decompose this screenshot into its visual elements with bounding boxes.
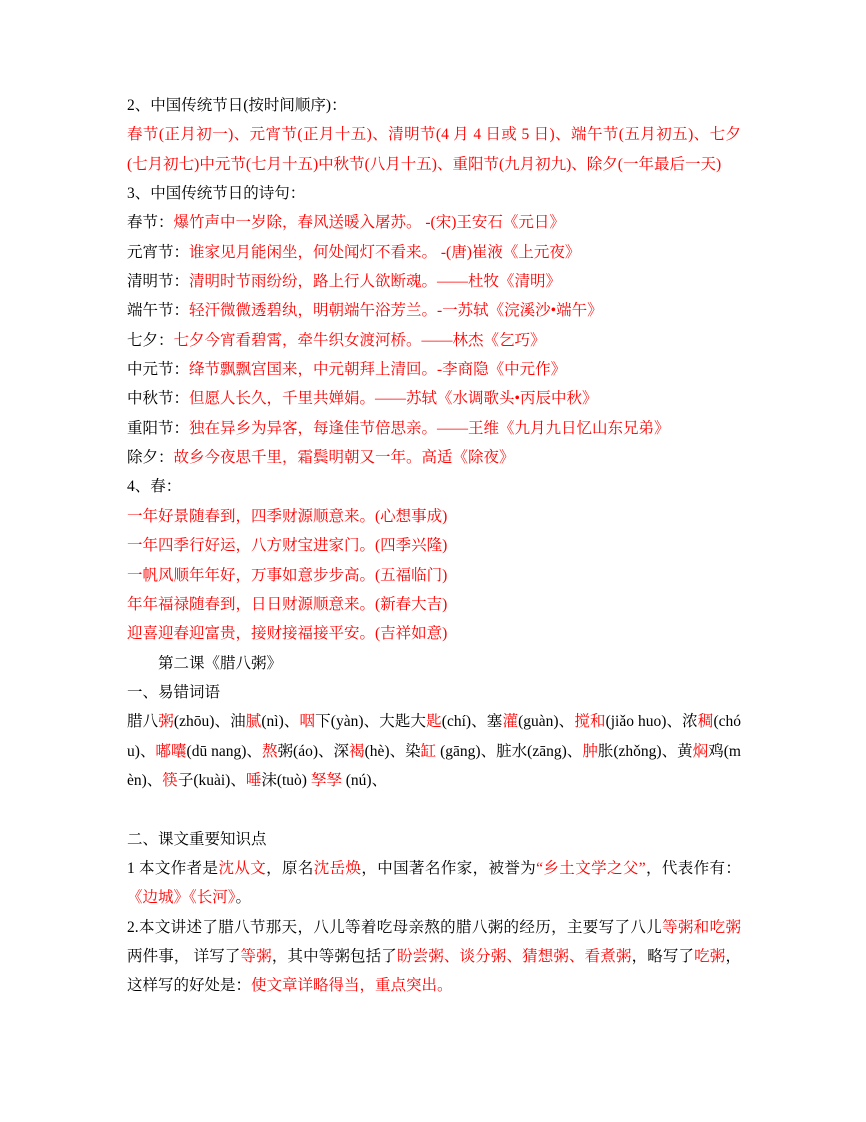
text-segment: 除夕： bbox=[127, 449, 174, 467]
text-segment: 腻 bbox=[245, 713, 262, 731]
text-segment: 第二课《腊八粥》 bbox=[158, 654, 283, 672]
text-segment: 一年四季行好运，八方财宝进家门。(四季兴隆) bbox=[127, 537, 448, 555]
poem-qingming bbox=[127, 267, 741, 296]
text-segment: (nì)、 bbox=[261, 713, 300, 731]
text-segment: 吃粥 bbox=[694, 947, 726, 965]
text-segment: 中秋节： bbox=[127, 390, 190, 408]
text-segment: 春节(正月初一)、元宵节(正月十五)、清明节(4 月 4 日或 5 日)、端午节(五月初五)、七夕(七月初七)中元节(七月十五)中秋节(八月十五)、重阳节(九月初九)、除夕(一年最后一天) bbox=[127, 126, 741, 173]
text-segment: 。 bbox=[235, 889, 252, 907]
text-segment: 但愿人长久，千里共婵娟。——苏轼《水调歌头•丙辰中秋》 bbox=[189, 390, 598, 408]
text-segment: (hè)、染 bbox=[364, 742, 421, 760]
text-segment: 绛节飘飘宫国来，中元朝拜上清回。-李商隐《中元作》 bbox=[189, 361, 567, 379]
text-segment: 独在异乡为异客，每逢佳节倍思亲。——王维《九月九日忆山东兄弟》 bbox=[189, 419, 670, 437]
text-segment: 轻汗微微透碧纨，明朝端午浴芳兰。-一苏轼《浣溪沙•端午》 bbox=[189, 302, 603, 320]
text-segment: 一帆风顺年年好，万事如意步步高。(五福临门) bbox=[127, 566, 448, 584]
poem-duanwu bbox=[127, 296, 741, 325]
poem-zhongqiu bbox=[127, 384, 741, 413]
text-segment: 孥孥 bbox=[310, 771, 342, 789]
couplet-5 bbox=[127, 619, 741, 648]
text-segment: 2.本文讲述了腊八节那天，八儿等着吃母亲熬的腊八粥的经历，主要写了八儿 bbox=[127, 918, 663, 936]
text-segment: ，略写了 bbox=[631, 947, 695, 965]
text-segment: 熬 bbox=[261, 742, 278, 760]
couplet-3 bbox=[127, 561, 741, 590]
text-segment: 胀(zhǒng)、黄 bbox=[597, 742, 693, 760]
text-segment: 盼尝粥、谈分粥、猜想粥、看煮粥 bbox=[396, 947, 632, 965]
text-segment: 嘟囔 bbox=[155, 742, 187, 760]
text-segment: (guàn)、 bbox=[518, 713, 575, 731]
text-segment: 清明节： bbox=[127, 273, 190, 291]
text-segment: 匙 bbox=[426, 713, 442, 731]
text-segment: 3、中国传统节日的诗句： bbox=[127, 185, 306, 203]
text-segment: 元宵节： bbox=[127, 243, 190, 261]
text-segment: 褐 bbox=[349, 742, 365, 760]
section-error-prone-words bbox=[127, 678, 741, 707]
text-segment: (dū nang)、 bbox=[186, 742, 262, 760]
text-segment: 清明时节雨纷纷，路上行人欲断魂。——杜牧《清明》 bbox=[189, 273, 562, 291]
text-segment: 子(kuài)、 bbox=[177, 771, 246, 789]
text-segment: 七夕今宵看碧霄，牵牛织女渡河桥。——林杰《乞巧》 bbox=[173, 331, 546, 349]
text-segment: 搅和 bbox=[574, 713, 606, 731]
text-segment: 谁家见月能闲坐，何处闻灯不看来。 -(唐)崔液《上元夜》 bbox=[189, 243, 581, 261]
text-segment: 春节： bbox=[127, 214, 174, 232]
text-segment: ，其中等粥包括了 bbox=[271, 947, 397, 965]
text-segment: 灌 bbox=[502, 713, 519, 731]
poem-spring-festival bbox=[127, 208, 741, 237]
text-segment: 沈岳焕 bbox=[313, 859, 362, 877]
text-segment: 使文章详略得当，重点突出。 bbox=[251, 977, 453, 995]
text-segment: 等粥和吃粥 bbox=[662, 918, 741, 936]
text-segment: 焖 bbox=[692, 742, 709, 760]
text-segment: 唾 bbox=[245, 771, 262, 789]
poem-lantern-festival bbox=[127, 238, 741, 267]
text-segment: 重阳节： bbox=[127, 419, 190, 437]
text-segment: 下(yàn)、大匙大 bbox=[315, 713, 427, 731]
text-segment: 爆竹声中一岁除，春风送暖入屠苏。 -(宋)王安石《元日》 bbox=[173, 214, 565, 232]
text-segment: (nú)、 bbox=[341, 771, 388, 789]
text-segment: ，中国著名作家，被誉为 bbox=[361, 859, 537, 877]
text-segment: 一、易错词语 bbox=[127, 683, 221, 701]
festival-list bbox=[127, 120, 741, 179]
text-segment: “乡土文学之父” bbox=[536, 859, 646, 877]
text-segment: 粥 bbox=[158, 713, 174, 731]
text-segment: 缸 bbox=[420, 742, 437, 760]
word-list bbox=[127, 707, 741, 795]
heading-traditional-festivals bbox=[127, 91, 741, 120]
text-segment: 鸡(mèn)、 bbox=[127, 742, 741, 789]
poem-qixi bbox=[127, 326, 741, 355]
poem-chuxi bbox=[127, 443, 741, 472]
poem-zhongyuan bbox=[127, 355, 741, 384]
text-segment: 一年好景随春到，四季财源顺意来。(心想事成) bbox=[127, 507, 448, 525]
couplet-2 bbox=[127, 531, 741, 560]
text-segment: ，原名 bbox=[266, 859, 314, 877]
text-segment: (chí)、塞 bbox=[441, 713, 503, 731]
document-body bbox=[127, 91, 741, 1001]
couplet-1 bbox=[127, 502, 741, 531]
text-segment: 年年福禄随春到，日日财源顺意来。(新春大吉) bbox=[127, 595, 448, 613]
section-key-points bbox=[127, 825, 741, 854]
text-segment: 等粥 bbox=[240, 947, 272, 965]
text-segment: (zhōu)、油 bbox=[173, 713, 246, 731]
text-segment: ， 这样写的好处是： bbox=[127, 947, 741, 995]
couplet-4 bbox=[127, 590, 741, 619]
text-segment: 肿 bbox=[582, 742, 598, 760]
text-segment: 腊八 bbox=[127, 713, 159, 731]
text-segment: 七夕： bbox=[127, 331, 174, 349]
text-segment: (jiǎo huo)、浓 bbox=[605, 713, 698, 731]
text-segment: 两件事， 详写了 bbox=[127, 947, 241, 965]
poem-chongyang bbox=[127, 414, 741, 443]
key-point-1 bbox=[127, 854, 741, 913]
text-segment: 二、课文重要知识点 bbox=[127, 830, 267, 848]
text-segment: 4、春： bbox=[127, 478, 182, 496]
text-segment: 《边城》《长河》 bbox=[127, 889, 236, 907]
text-segment: 中元节： bbox=[127, 361, 190, 379]
text-segment: (chóu)、 bbox=[127, 713, 741, 760]
text-segment: (gāng)、脏水(zāng)、 bbox=[436, 742, 583, 760]
blank-line bbox=[127, 795, 741, 824]
text-segment: 咽 bbox=[299, 713, 316, 731]
text-segment: 1 本文作者是 bbox=[127, 859, 219, 877]
heading-festival-poems bbox=[127, 179, 741, 208]
text-segment: 稠 bbox=[697, 713, 714, 731]
text-segment: ，代表作有： bbox=[645, 859, 741, 877]
key-point-2 bbox=[127, 913, 741, 1001]
text-segment: 故乡今夜思千里，霜鬓明朝又一年。高适《除夜》 bbox=[173, 449, 515, 467]
lesson-title bbox=[127, 649, 741, 678]
text-segment: 端午节： bbox=[127, 302, 190, 320]
text-segment: 沈从文 bbox=[218, 859, 267, 877]
text-segment: 沫(tuò) bbox=[261, 771, 311, 789]
text-segment: 粥(áo)、深 bbox=[277, 742, 350, 760]
heading-spring-couplets bbox=[127, 472, 741, 501]
text-segment: 2、中国传统节日(按时间顺序)： bbox=[127, 97, 347, 114]
text-segment: 迎喜迎春迎富贵，接财接福接平安。(吉祥如意) bbox=[127, 625, 448, 643]
text-segment: 筷 bbox=[162, 771, 178, 789]
